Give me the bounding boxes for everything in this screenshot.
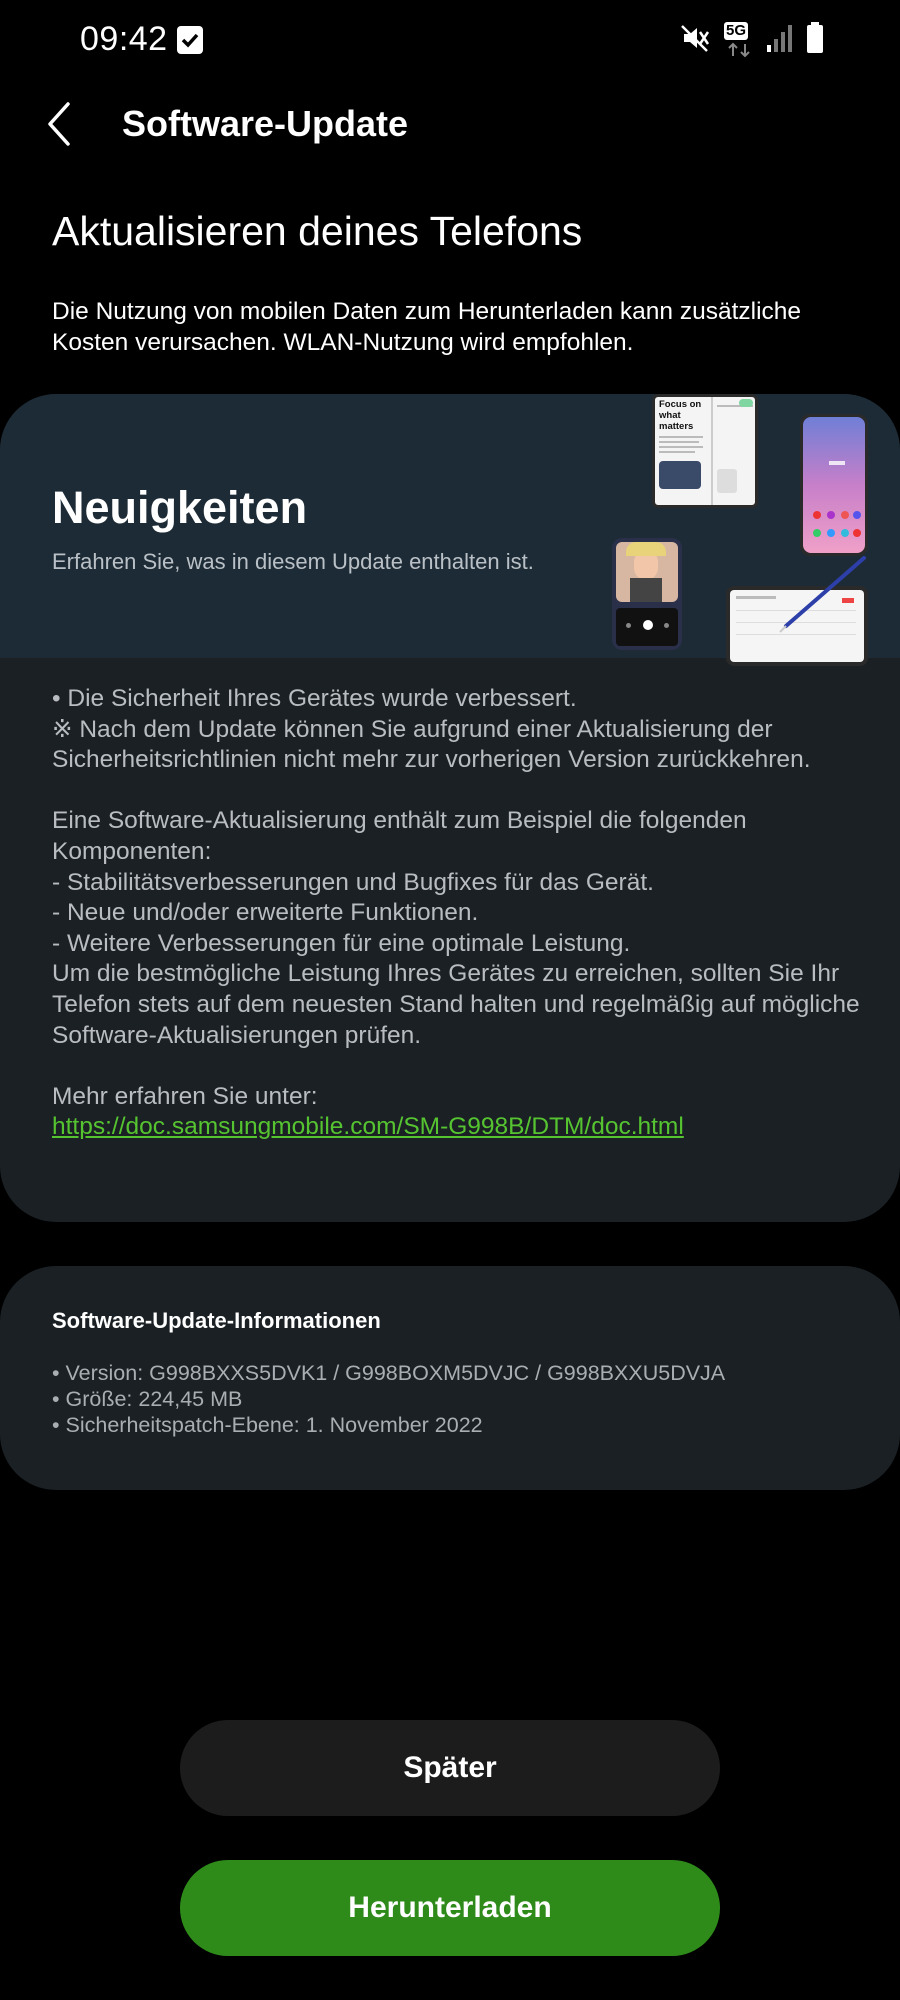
security-patch-info: • Sicherheitspatch-Ebene: 1. November 2022 [52,1413,483,1437]
info-title: Software-Update-Informationen [52,1308,381,1333]
battery-icon [806,22,824,59]
back-button[interactable] [40,98,80,150]
note-line: ※ Nach dem Update können Sie aufgrund einer Aktualisierung der Sicherheitsrichtlinien nicht mehr zur vorherigen Version zurückkehren. [52,715,811,774]
chevron-left-icon [40,98,80,150]
signal-icon [766,23,794,58]
mute-icon [680,23,710,58]
update-heading: Aktualisieren deines Telefons [52,208,583,254]
device-illustration-phone [800,414,868,556]
info-list [52,1360,725,1438]
release-notes-link[interactable]: https://doc.samsungmobile.com/SM-G998B/DTM/doc.html [52,1113,684,1141]
5g-icon [722,22,754,58]
s-pen-illustration [770,554,870,634]
note-line: - Neue und/oder erweiterte Funktionen. [52,899,479,927]
download-button[interactable]: Herunterladen [180,1860,720,1956]
later-button[interactable]: Später [180,1720,720,1816]
note-line: Eine Software-Aktualisierung enthält zum Beispiel die folgenden Komponenten: [52,807,747,865]
page-title: Software-Update [122,103,409,144]
notification-check-icon [177,26,203,54]
device-illustration-flip [612,538,682,650]
news-hero [0,394,900,658]
data-usage-notice: Die Nutzung von mobilen Daten zum Herunterladen kann zusätzliche Kosten verursachen. WLAN-Nutzung wird empfohlen. [52,298,802,356]
news-title: Neuigkeiten [52,482,308,533]
5g-label: 5G [726,22,747,39]
status-time: 09:42 [80,20,168,58]
release-notes [52,684,872,1143]
version-info: • Version: G998BXXS5DVK1 / G998BOXM5DVJC / G998BXXU5DVJA [52,1361,726,1385]
news-card [0,394,900,1222]
promo-line-2: what matters [659,410,694,432]
note-line: - Stabilitätsverbesserungen und Bugfixes für das Gerät. [52,868,654,896]
promo-line-1: Focus on [659,399,702,410]
note-line: Um die bestmögliche Leistung Ihres Gerätes zu erreichen, sollten Sie Ihr Telefon stets auf dem neuesten Stand halten und regelmäßig auf mögliche Software-Aktualisierungen prüfen. [52,960,860,1049]
update-info-card [0,1266,900,1490]
note-line: Mehr erfahren Sie unter: [52,1082,318,1110]
size-info: • Größe: 224,45 MB [52,1387,243,1411]
note-line: - Weitere Verbesserungen für eine optimale Leistung. [52,929,631,957]
status-icons [680,22,824,58]
note-line: • Die Sicherheit Ihres Gerätes wurde verbessert. [52,685,577,712]
device-illustration-foldable [652,394,758,508]
status-bar [0,0,900,80]
news-subtitle: Erfahren Sie, was in diesem Update enthalten ist. [52,549,534,574]
